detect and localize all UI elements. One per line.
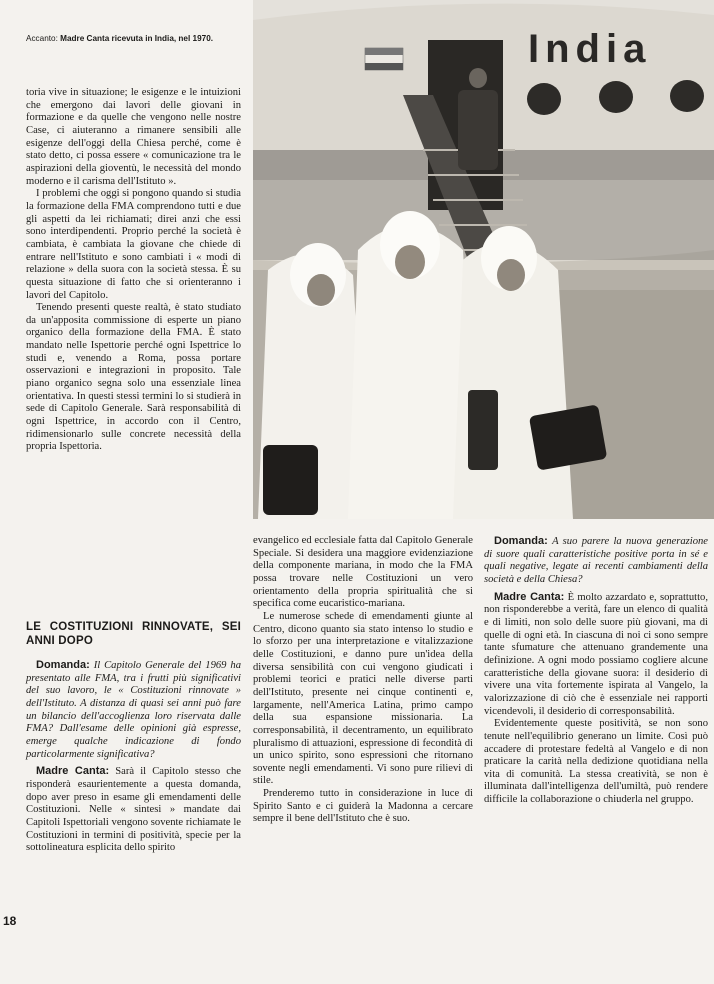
- col1-paragraph: Tenendo presenti queste realtà, è stato studiato da un'apposita commissione di esperte un piano organico della formazione della FMA. È stato mandato nelle Ispettorie perché ogni Ispettrice lo studi e, venendo a Roma, possa portare osservazioni e integrazioni in proposito. Tale piano organico segna solo una essenziale linea orientativa. In questi stessi termini lo si studierà in sede di Capitolo Generale. Sarà responsabilità di ogni Ispettrice, in accordo con il Centro, ridimensionarlo sulle concrete necessità della propria Ispettoria.: [26, 302, 241, 453]
- col2-paragraph: Prenderemo tutto in considerazione in luce di Spirito Santo e ci guiderà la Madonna a cercare sempre il bene dell'Istituto che è suo.: [253, 788, 473, 825]
- column-2: [253, 535, 473, 826]
- answer-text: Sarà il Capitolo stesso che risponderà esaurientemente a questa domanda, dopo aver preso in esame gli emendamenti delle Costituzioni. Nelle « sintesi » mandate dai Capitoli Ispettoriali vengono sovente richiamate le Costituzioni in termini di positività, specie per la sottolineatura esplicita dello spirito: [26, 766, 241, 854]
- svg-text:India: India: [528, 27, 652, 71]
- section-heading: LE COSTITUZIONI RINNOVATE, SEI ANNI DOPO: [26, 621, 241, 647]
- answer-label: Madre Canta:: [494, 590, 565, 603]
- col1-paragraph: toria vive in situazione; le esigenze e le intuizioni che emergono dai lavori delle giovani in formazione e da quelle che vengono nelle nostre Case, ci aiuteranno a rimanere sensibili alle esigenze dell'oggi della Chiesa perché, come è stato detto, ci possa essere « comunicazione tra le aspirazioni della gioventù, le necessità del mondo moderno e il carisma dell'Istituto ».: [26, 87, 241, 187]
- column-1-section: [26, 620, 241, 855]
- answer-label: Madre Canta:: [36, 765, 110, 778]
- caption-label: Accanto:: [26, 34, 58, 43]
- question-label: Domanda:: [494, 535, 548, 547]
- column-3: [484, 535, 708, 807]
- photo-nuns-arriving-airplane-icon: [253, 0, 714, 519]
- photo-nuns-arriving: [253, 0, 714, 519]
- question-label: Domanda:: [36, 659, 90, 671]
- caption-text: Madre Canta ricevuta in India, nel 1970.: [60, 34, 214, 43]
- col2-paragraph: Le numerose schede di emendamenti giunte al Centro, dicono quanto sia stato intenso lo studio e lo sforzo per una interpretazione e vitalizzazione delle Costituzioni, e danno pure un'idea della diversa sensibilità con cui vengono giudicati i problemi teorici e pratici nelle diverse parti dell'Istituto, presente nei cinque continenti e, largamente, nell'America Latina, primo campo della sua espansione missionaria. La corresponsabilità, il decentramento, un equilibrato pluralismo di attuazioni, espressione di fecondità di un unico spirito, sono espressioni che ritornano sovente negli emendamenti. Vi sono pure rilievi di stile.: [253, 610, 473, 787]
- answer-text: È molto azzardato e, soprattutto, non risponderebbe a verità, fare un elenco di qualità e di limiti, non solo delle suore più giovani, ma di quelle di ogni età. In ciascuna di noi ci sono sempre tante sfumature che attenuano grandemente una definizione. A ogni modo possiamo cogliere alcune caratteristiche della giovane suora: il desiderio di vivere una vita fortemente ispirata al Vangelo, la valorizzazione di ciò che è essenziale nei rapporti vicendevoli, il desiderio di corresponsabilità.: [484, 591, 708, 717]
- question-text: A suo parere la nuova generazione di suore quali caratteristiche positive porta in sé e quali negative, legate ai recenti cambiamenti della società e della Chiesa?: [484, 536, 708, 585]
- photo-caption: [26, 34, 238, 44]
- col3-paragraph: Evidentemente queste positività, se non sono tenute nell'equilibrio generano un limite. Così può accadere di protestare fedeltà al Vangelo e di non praticare la carità nella dedizione quotidiana nella vita di comunità. La stessa creatività, se non è illuminata dall'intelligenza dell'umiltà, può rendere difficile la collaborazione o chiuderla nel gruppo.: [484, 718, 708, 806]
- question-text: Il Capitolo Generale del 1969 ha presentato alle FMA, tra i frutti più significativi del suo lavoro, le « Costituzioni rinnovate » dell'Istituto. A distanza di quasi sei anni può fare un bilancio dell'accoglienza loro riservata dalle FMA? Dall'esame delle opinioni già espresse, emerge qualche indicazione di fondo particolarmente significativa?: [26, 660, 241, 760]
- page-number: 18: [3, 914, 17, 928]
- column-1-top: [26, 87, 241, 454]
- col2-paragraph: evangelico ed ecclesiale fatta dal Capitolo Generale Speciale. Si desidera una maggiore evidenziazione della componente mariana, in modo che la FMA possa trovare nelle Costituzioni un vero orientamento della propria spiritualità che si specifica come eucaristico-mariana.: [253, 535, 473, 610]
- col1-paragraph: I problemi che oggi si pongono quando si studia la formazione della FMA comprendono tutti e due gli aspetti da lei richiamati; direi anzi che essi sono interdipendenti. Proprio perché la società è cambiata, è cambiata la giovane che chiede di entrare nell'Istituto e sono cambiati i « modi di relazione » della suora con la società stessa. È su questa situazione di fatto che si orienteranno i lavori del Capitolo.: [26, 188, 241, 301]
